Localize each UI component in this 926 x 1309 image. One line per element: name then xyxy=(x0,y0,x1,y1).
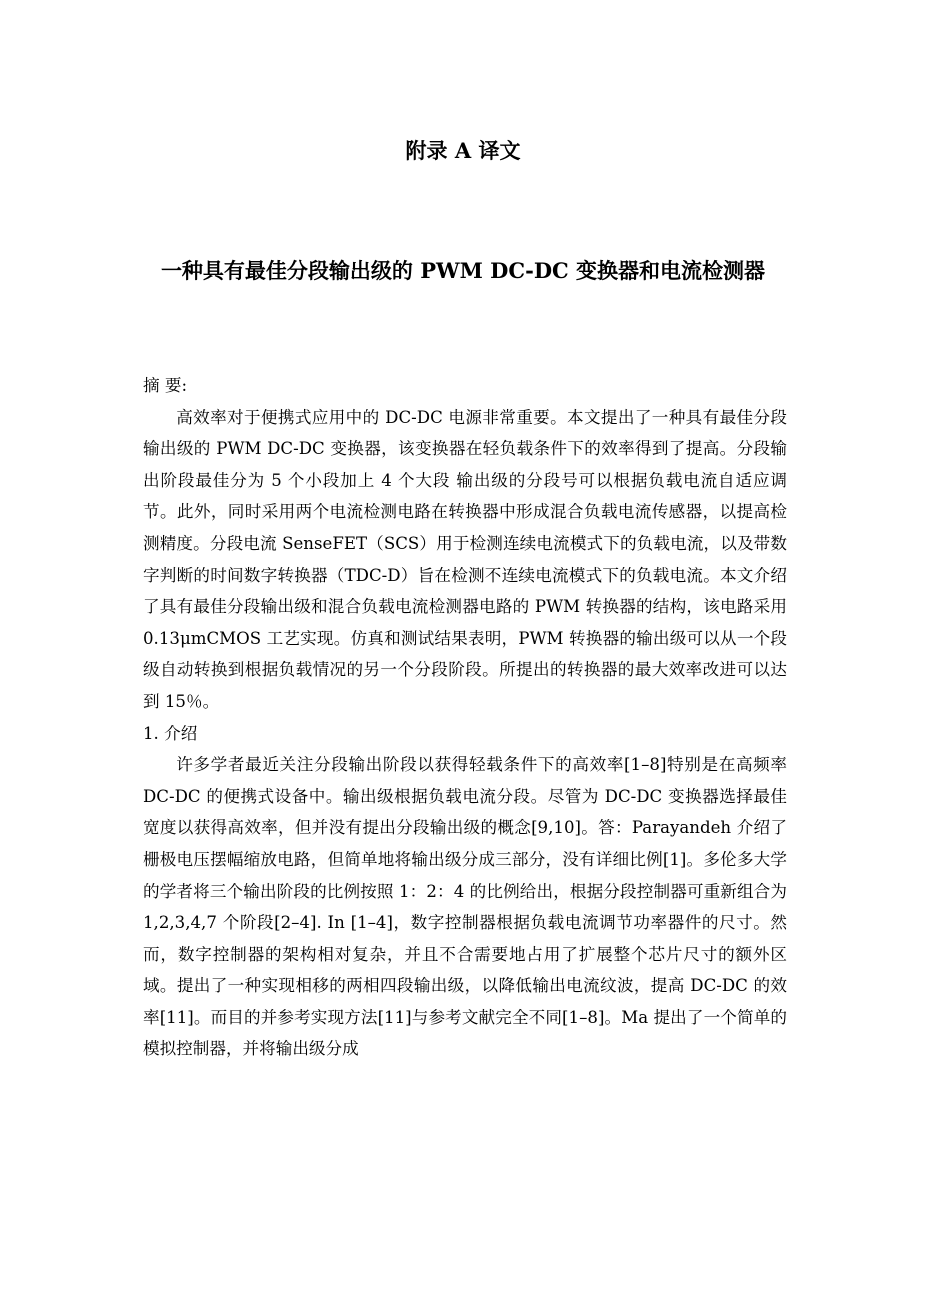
appendix-title: 附录 A 译文 xyxy=(405,138,521,163)
introduction-paragraph: 许多学者最近关注分段输出阶段以获得轻载条件下的高效率[1–8]特别是在高频率 DC-DC 的便携式设备中。输出级根据负载电流分段。尽管为 DC-DC 变换器选择最佳宽度以获得高效率，但并没有提出分段输出级的概念[9,10]。答：Parayandeh 介绍了栅极电压摆幅缩放电路，但简单地将输出级分成三部分，没有详细比例[1]。多伦多大学的学者将三个输出阶段的比例按照 1：2：4 的比例给出，根据分段控制器可重新组合为 1,2,3,4,7 个阶段[2–4]. In [1–4]，数字控制器根据负载电流调节功率器件的尺寸。然而，数字控制器的架构相对复杂，并且不合需要地占用了扩展整个芯片尺寸的额外区域。提出了一种实现相移的两相四段输出级，以降低输出电流纹波，提高 DC-DC 的效率[11]。而目的并参考实现方法[11]与参考文献完全不同[1–8]。Ma 提出了一个简单的模拟控制器，并将输出级分成 xyxy=(143,755,787,1059)
abstract-label: 摘 要: xyxy=(143,376,188,395)
paper-title: 一种具有最佳分段输出级的 PWM DC-DC 变换器和电流检测器 xyxy=(160,258,766,283)
section-heading-introduction: 1. 介绍 xyxy=(143,723,198,743)
body-text xyxy=(143,370,787,1065)
abstract-paragraph: 高效率对于便携式应用中的 DC-DC 电源非常重要。本文提出了一种具有最佳分段输出级的 PWM DC-DC 变换器，该变换器在轻负载条件下的效率得到了提高。分段输出阶段最佳分为 5 个小段加上 4 个大段 输出级的分段号可以根据负载电流自适应调节。此外，同时采用两个电流检测电路在转换器中形成混合负载电流传感器，以提高检测精度。分段电流 SenseFET（SCS）用于检测连续电流模式下的负载电流，以及带数字判断的时间数字转换器（TDC-D）旨在检测不连续电流模式下的负载电流。本文介绍了具有最佳分段输出级和混合负载电流检测器电路的 PWM 转换器的结构，该电路采用 0.13μmCMOS 工艺实现。仿真和测试结果表明，PWM 转换器的输出级可以从一个段级自动转换到根据负载情况的另一个分段阶段。所提出的转换器的最大效率改进可以达到 15％。 xyxy=(143,407,787,711)
